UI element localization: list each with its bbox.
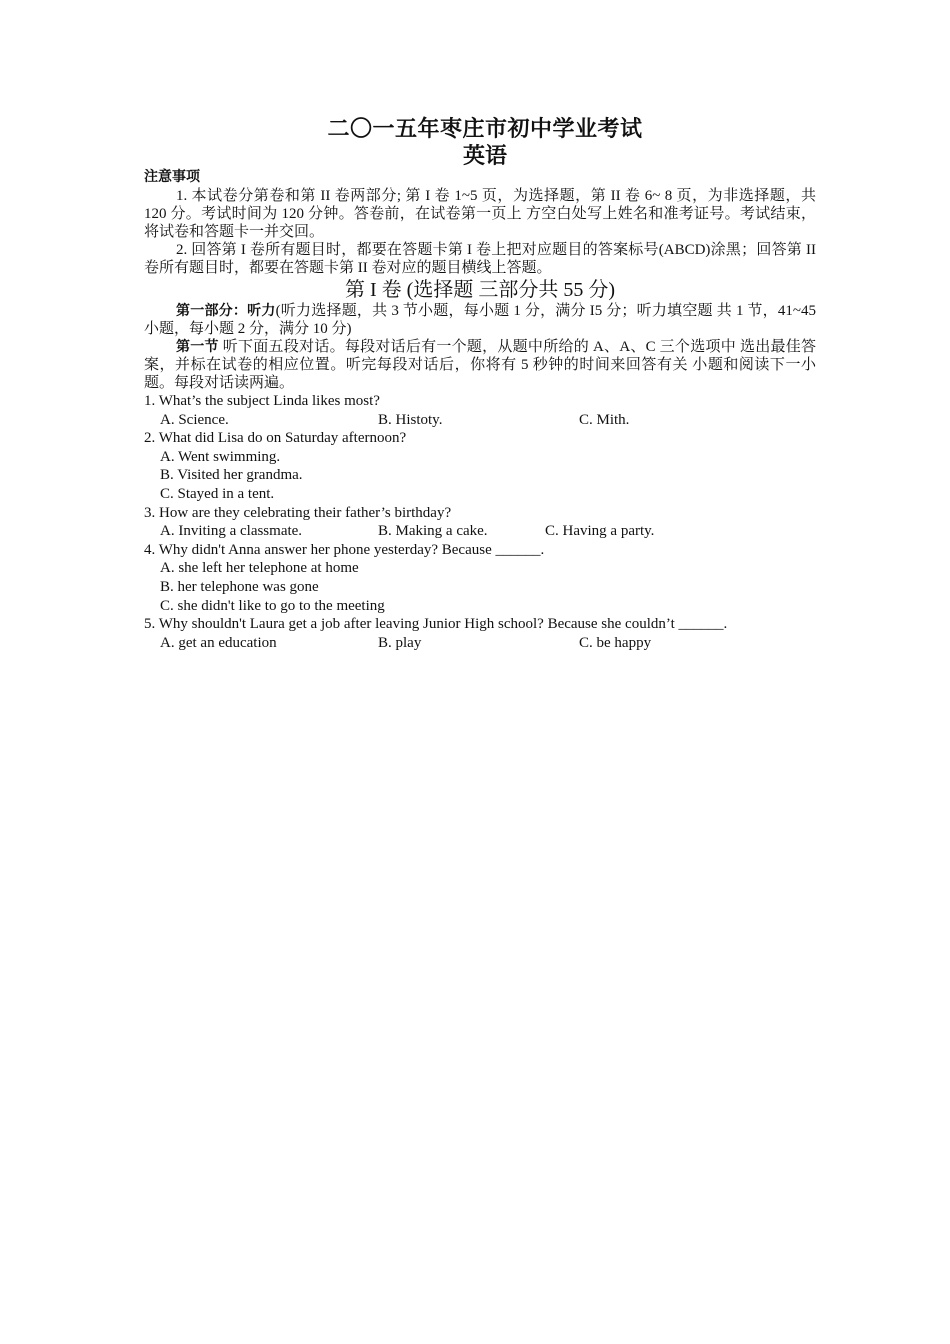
question-2: 2. What did Lisa do on Saturday afternoon? <box>144 430 407 447</box>
question-3-option-a: A. Inviting a classmate. <box>160 523 303 540</box>
exam-subject: 英语 <box>462 144 507 169</box>
notice-heading: 注意事项 <box>144 169 200 185</box>
question-5-option-c: C. be happy <box>579 634 652 651</box>
question-4: 4. Why didn't Anna answer her phone yesterday? Because ______. <box>144 541 545 558</box>
question-3-option-b: B. Making a cake. <box>378 523 488 540</box>
question-5-option-b: B. play <box>378 634 422 651</box>
question-4-option-c: C. she didn't like to go to the meeting <box>160 597 385 614</box>
section1-instructions <box>144 338 816 392</box>
notice-item-2: 2. 回答第 I 卷所有题目时，都要在答题卡第 I 卷上把对应题目的答案标号(ABCD)涂黑；回答第 II 卷所有题目时，都要在答题卡第 II 卷对应的题目横线上答题。 <box>144 242 816 276</box>
question-1-option-b: B. Histoty. <box>378 411 443 428</box>
question-3-option-c: C. Having a party. <box>545 523 655 540</box>
question-1-option-a: A. Science. <box>160 411 229 428</box>
question-1-option-c: C. Mith. <box>579 411 630 428</box>
notice-item-1: 1. 本试卷分第卷和第 II 卷两部分; 第 I 卷 1~5 页，为选择题，第 II 卷 6~ 8 页，为非选择题，共 120 分。考试时间为 120 分钟。答卷前，在试卷第一页上 方空白处写上姓名和准考证号。考试结束，将试卷和答题卡一并交回。 <box>144 188 816 240</box>
part1-instructions <box>144 302 816 338</box>
part1-text: (听力选择题，共 3 节小题，每小题 1 分，满分 I5 分；听力填空题 共 1 节，41~45 小题，每小题 2 分，满分 10 分) <box>144 303 816 337</box>
question-5: 5. Why shouldn't Laura get a job after leaving Junior High school? Because she couldn’t ______. <box>144 616 728 633</box>
section1-label: 第一节 <box>176 339 219 355</box>
question-2-option-b: B. Visited her grandma. <box>160 467 303 484</box>
question-4-option-b: B. her telephone was gone <box>160 578 319 595</box>
question-5-option-a: A. get an education <box>160 634 277 651</box>
page-content <box>144 116 816 652</box>
question-1-options <box>144 411 816 430</box>
question-3: 3. How are they celebrating their father’s birthday? <box>144 504 452 521</box>
question-3-options <box>144 522 816 541</box>
question-2-option-a: A. Went swimming. <box>160 448 281 465</box>
question-4-option-a: A. she left her telephone at home <box>160 560 359 577</box>
question-1: 1. What’s the subject Linda likes most? <box>144 393 380 409</box>
exam-title: 二〇一五年枣庄市初中学业考试 <box>327 117 643 142</box>
section-title: 第 I 卷 (选择题 三部分共 55 分) <box>345 279 615 301</box>
section1-text: 听下面五段对话。每段对话后有一个题，从题中所给的 A、A、C 三个选项中 选出最佳答案，并标在试卷的相应位置。听完每段对话后，你将有 5 秒钟的时间来回答有关 小题和阅读下一小题。每段对话读两遍。 <box>144 339 816 391</box>
question-2-option-c: C. Stayed in a tent. <box>160 485 275 502</box>
part1-label: 第一部分：听力 <box>176 303 276 319</box>
question-5-options <box>144 634 816 653</box>
